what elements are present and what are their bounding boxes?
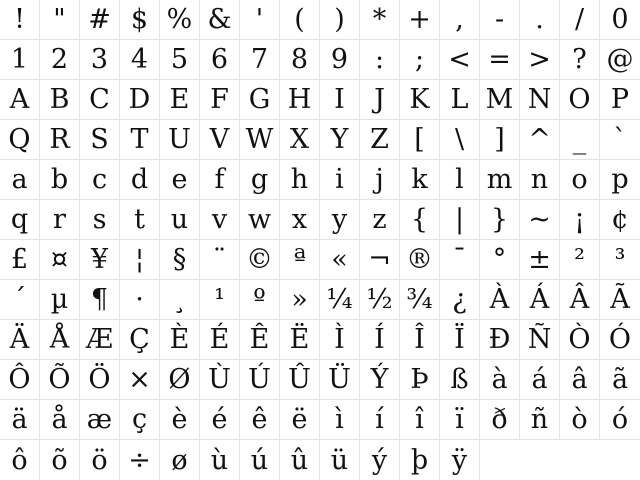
glyph-cell: ¯ — [440, 240, 480, 280]
glyph-cell: : — [360, 40, 400, 80]
glyph-cell: 4 — [120, 40, 160, 80]
glyph-cell: ¦ — [120, 240, 160, 280]
glyph-cell: [ — [400, 120, 440, 160]
glyph-cell: } — [480, 200, 520, 240]
glyph-cell: ° — [480, 240, 520, 280]
glyph-cell: Z — [360, 120, 400, 160]
glyph-cell: £ — [0, 240, 40, 280]
glyph-cell: ÷ — [120, 440, 160, 480]
glyph-cell: ® — [400, 240, 440, 280]
glyph-cell: û — [280, 440, 320, 480]
glyph-cell: Ñ — [520, 320, 560, 360]
glyph-cell: ì — [320, 400, 360, 440]
glyph-cell: ³ — [600, 240, 640, 280]
glyph-cell: § — [160, 240, 200, 280]
glyph-cell: = — [480, 40, 520, 80]
glyph-cell: r — [40, 200, 80, 240]
glyph-cell: > — [520, 40, 560, 80]
glyph-cell: 2 — [40, 40, 80, 80]
glyph-cell: _ — [560, 120, 600, 160]
glyph-cell: ¤ — [40, 240, 80, 280]
glyph-cell: ò — [560, 400, 600, 440]
glyph-cell: 8 — [280, 40, 320, 80]
glyph-cell: ¨ — [200, 240, 240, 280]
glyph-cell: É — [200, 320, 240, 360]
empty-cell — [560, 440, 600, 480]
glyph-cell: é — [200, 400, 240, 440]
glyph-cell: á — [520, 360, 560, 400]
glyph-cell: < — [440, 40, 480, 80]
glyph-cell: p — [600, 160, 640, 200]
glyph-cell: Å — [40, 320, 80, 360]
glyph-cell: ü — [320, 440, 360, 480]
glyph-cell: ÿ — [440, 440, 480, 480]
glyph-cell: j — [360, 160, 400, 200]
glyph-cell: I — [320, 80, 360, 120]
glyph-cell: Ä — [0, 320, 40, 360]
glyph-cell: ª — [280, 240, 320, 280]
glyph-cell: æ — [80, 400, 120, 440]
empty-cell — [600, 440, 640, 480]
glyph-cell: o — [560, 160, 600, 200]
glyph-cell: ' — [240, 0, 280, 40]
glyph-cell: Ú — [240, 360, 280, 400]
glyph-cell: F — [200, 80, 240, 120]
glyph-cell: ß — [440, 360, 480, 400]
glyph-cell: È — [160, 320, 200, 360]
glyph-cell: y — [320, 200, 360, 240]
glyph-cell: E — [160, 80, 200, 120]
glyph-cell: + — [400, 0, 440, 40]
glyph-cell: ý — [360, 440, 400, 480]
glyph-cell: À — [480, 280, 520, 320]
glyph-cell: ^ — [520, 120, 560, 160]
glyph-cell: ä — [0, 400, 40, 440]
glyph-cell: ¾ — [400, 280, 440, 320]
glyph-cell: ç — [120, 400, 160, 440]
glyph-cell: ~ — [520, 200, 560, 240]
glyph-cell: ã — [600, 360, 640, 400]
glyph-cell: Ð — [480, 320, 520, 360]
glyph-cell: ( — [280, 0, 320, 40]
glyph-cell: | — [440, 200, 480, 240]
glyph-cell: ¬ — [360, 240, 400, 280]
glyph-cell: V — [200, 120, 240, 160]
glyph-cell: Î — [400, 320, 440, 360]
glyph-cell: Æ — [80, 320, 120, 360]
glyph-cell: / — [560, 0, 600, 40]
glyph-cell: P — [600, 80, 640, 120]
glyph-cell: © — [240, 240, 280, 280]
glyph-cell: ¼ — [320, 280, 360, 320]
glyph-cell: U — [160, 120, 200, 160]
glyph-cell: Ã — [600, 280, 640, 320]
glyph-cell: Õ — [40, 360, 80, 400]
glyph-cell: K — [400, 80, 440, 120]
glyph-cell: Í — [360, 320, 400, 360]
glyph-cell: ½ — [360, 280, 400, 320]
glyph-cell: ± — [520, 240, 560, 280]
glyph-cell: Ü — [320, 360, 360, 400]
glyph-cell: · — [120, 280, 160, 320]
glyph-cell: M — [480, 80, 520, 120]
glyph-cell: Ê — [240, 320, 280, 360]
glyph-cell: Ý — [360, 360, 400, 400]
glyph-cell: Ï — [440, 320, 480, 360]
glyph-cell: ? — [560, 40, 600, 80]
glyph-cell: à — [480, 360, 520, 400]
glyph-cell: t — [120, 200, 160, 240]
glyph-cell: 6 — [200, 40, 240, 80]
glyph-cell: 7 — [240, 40, 280, 80]
empty-cell — [480, 440, 520, 480]
glyph-cell: 5 — [160, 40, 200, 80]
glyph-cell: l — [440, 160, 480, 200]
glyph-cell: u — [160, 200, 200, 240]
glyph-cell: ú — [240, 440, 280, 480]
glyph-cell: , — [440, 0, 480, 40]
glyph-cell: ù — [200, 440, 240, 480]
glyph-cell: Ô — [0, 360, 40, 400]
glyph-cell: µ — [40, 280, 80, 320]
glyph-cell: ¥ — [80, 240, 120, 280]
glyph-cell: m — [480, 160, 520, 200]
glyph-cell: R — [40, 120, 80, 160]
glyph-cell: x — [280, 200, 320, 240]
glyph-cell: T — [120, 120, 160, 160]
glyph-cell: S — [80, 120, 120, 160]
glyph-cell: õ — [40, 440, 80, 480]
glyph-cell: « — [320, 240, 360, 280]
glyph-cell: N — [520, 80, 560, 120]
glyph-cell: " — [40, 0, 80, 40]
glyph-cell: v — [200, 200, 240, 240]
glyph-cell: ] — [480, 120, 520, 160]
glyph-cell: w — [240, 200, 280, 240]
glyph-cell: â — [560, 360, 600, 400]
glyph-cell: í — [360, 400, 400, 440]
glyph-cell: ô — [0, 440, 40, 480]
glyph-cell: d — [120, 160, 160, 200]
glyph-cell: ¸ — [160, 280, 200, 320]
glyph-cell: » — [280, 280, 320, 320]
glyph-cell: å — [40, 400, 80, 440]
glyph-cell: J — [360, 80, 400, 120]
glyph-cell: ï — [440, 400, 480, 440]
glyph-cell: ø — [160, 440, 200, 480]
glyph-cell: h — [280, 160, 320, 200]
glyph-cell: Q — [0, 120, 40, 160]
glyph-cell: 1 — [0, 40, 40, 80]
glyph-cell: 0 — [600, 0, 640, 40]
glyph-cell: O — [560, 80, 600, 120]
glyph-cell: Â — [560, 280, 600, 320]
glyph-cell: c — [80, 160, 120, 200]
glyph-cell: % — [160, 0, 200, 40]
glyph-cell: . — [520, 0, 560, 40]
glyph-cell: ¶ — [80, 280, 120, 320]
glyph-cell: \ — [440, 120, 480, 160]
glyph-cell: Y — [320, 120, 360, 160]
glyph-cell: A — [0, 80, 40, 120]
glyph-cell: ð — [480, 400, 520, 440]
glyph-cell: W — [240, 120, 280, 160]
glyph-cell: ) — [320, 0, 360, 40]
glyph-cell: s — [80, 200, 120, 240]
glyph-cell: 9 — [320, 40, 360, 80]
glyph-cell: º — [240, 280, 280, 320]
glyph-cell: e — [160, 160, 200, 200]
glyph-cell: C — [80, 80, 120, 120]
glyph-cell: ó — [600, 400, 640, 440]
glyph-cell: B — [40, 80, 80, 120]
glyph-cell: X — [280, 120, 320, 160]
glyph-cell: ¿ — [440, 280, 480, 320]
glyph-cell: ¢ — [600, 200, 640, 240]
glyph-cell: # — [80, 0, 120, 40]
glyph-cell: 3 — [80, 40, 120, 80]
glyph-cell: L — [440, 80, 480, 120]
glyph-cell: $ — [120, 0, 160, 40]
glyph-cell: a — [0, 160, 40, 200]
glyph-cell: { — [400, 200, 440, 240]
glyph-cell: f — [200, 160, 240, 200]
glyph-cell: b — [40, 160, 80, 200]
glyph-cell: & — [200, 0, 240, 40]
glyph-cell: k — [400, 160, 440, 200]
glyph-cell: Ø — [160, 360, 200, 400]
glyph-cell: - — [480, 0, 520, 40]
glyph-cell: z — [360, 200, 400, 240]
glyph-cell: * — [360, 0, 400, 40]
glyph-cell: n — [520, 160, 560, 200]
glyph-cell: Ë — [280, 320, 320, 360]
glyph-cell: ; — [400, 40, 440, 80]
glyph-cell: q — [0, 200, 40, 240]
glyph-cell: ¹ — [200, 280, 240, 320]
glyph-cell: þ — [400, 440, 440, 480]
glyph-cell: è — [160, 400, 200, 440]
glyph-cell: Ò — [560, 320, 600, 360]
glyph-cell: i — [320, 160, 360, 200]
glyph-cell: Þ — [400, 360, 440, 400]
glyph-cell: ë — [280, 400, 320, 440]
glyph-cell: Ó — [600, 320, 640, 360]
glyph-cell: ` — [600, 120, 640, 160]
glyph-cell: Ç — [120, 320, 160, 360]
glyph-cell: ¡ — [560, 200, 600, 240]
glyph-cell: @ — [600, 40, 640, 80]
glyph-cell: ! — [0, 0, 40, 40]
glyph-cell: D — [120, 80, 160, 120]
glyph-cell: Ù — [200, 360, 240, 400]
glyph-cell: ö — [80, 440, 120, 480]
glyph-cell: Á — [520, 280, 560, 320]
empty-cell — [520, 440, 560, 480]
glyph-cell: ² — [560, 240, 600, 280]
glyph-cell: H — [280, 80, 320, 120]
glyph-cell: î — [400, 400, 440, 440]
glyph-cell: G — [240, 80, 280, 120]
glyph-cell: Û — [280, 360, 320, 400]
glyph-cell: Ì — [320, 320, 360, 360]
glyph-cell: g — [240, 160, 280, 200]
glyph-cell: × — [120, 360, 160, 400]
glyph-cell: ´ — [0, 280, 40, 320]
glyph-cell: ê — [240, 400, 280, 440]
glyph-cell: ñ — [520, 400, 560, 440]
glyph-cell: Ö — [80, 360, 120, 400]
